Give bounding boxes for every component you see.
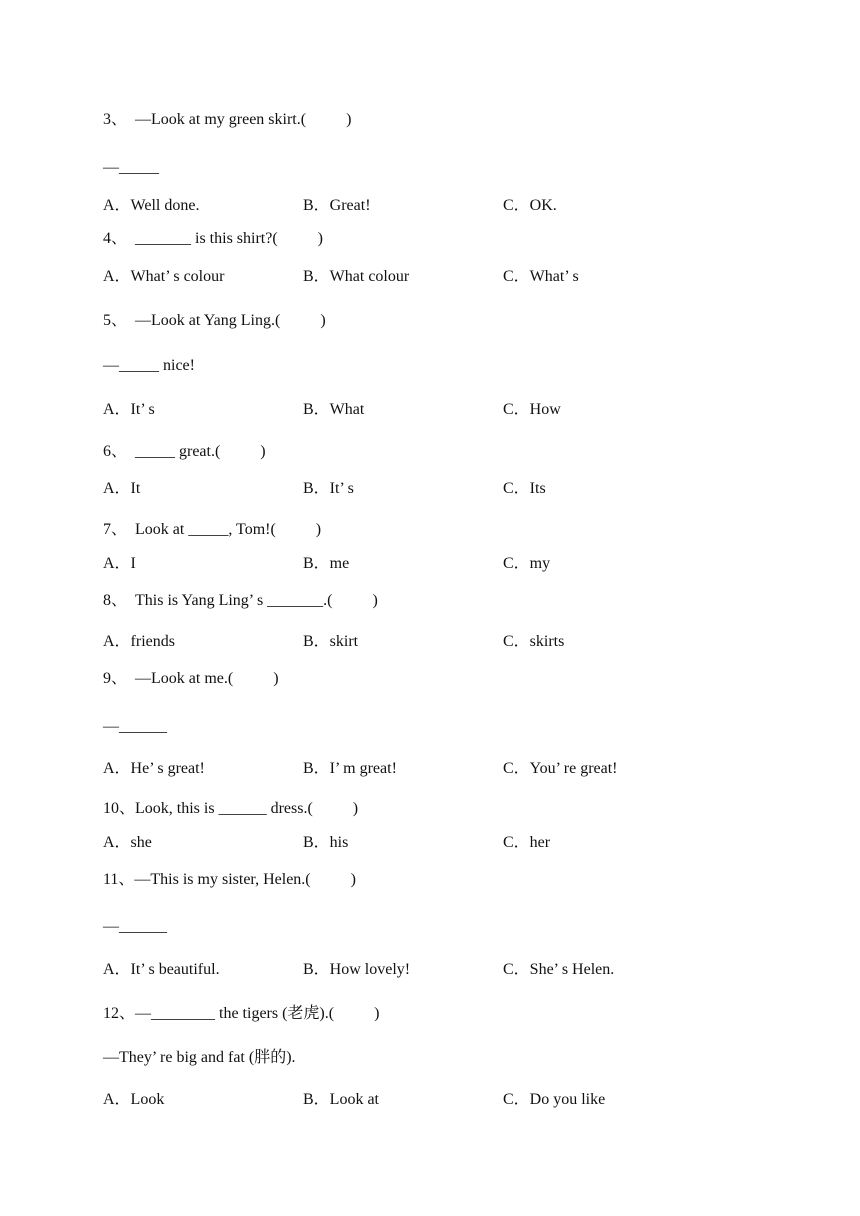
question-7-stem: 7、 Look at _____, Tom!( ) xyxy=(103,521,322,538)
question-5-answer-line: —_____ nice! xyxy=(103,357,195,374)
question-6-option-b[interactable]: B．It’ s xyxy=(303,480,354,497)
question-6-option-a[interactable]: A．It xyxy=(103,480,141,497)
question-10-option-c[interactable]: C．her xyxy=(503,834,551,851)
question-3-answer-line: —_____ xyxy=(103,159,159,176)
question-10-option-b[interactable]: B．his xyxy=(303,834,349,851)
question-4-option-c[interactable]: C．What’ s xyxy=(503,268,579,285)
question-10-stem: 10、Look, this is ______ dress.( ) xyxy=(103,800,359,817)
question-9-option-b[interactable]: B．I’ m great! xyxy=(303,760,397,777)
question-9-option-c[interactable]: C．You’ re great! xyxy=(503,760,618,777)
question-9-option-a[interactable]: A．He’ s great! xyxy=(103,760,205,777)
question-3-stem: 3、 —Look at my green skirt.( ) xyxy=(103,111,352,128)
question-3-option-c[interactable]: C．OK. xyxy=(503,197,557,214)
question-5-option-c[interactable]: C．How xyxy=(503,401,561,418)
question-7-option-c[interactable]: C．my xyxy=(503,555,551,572)
question-10-option-a[interactable]: A．she xyxy=(103,834,152,851)
question-11-stem: 11、—This is my sister, Helen.( ) xyxy=(103,871,356,888)
question-6-stem: 6、 _____ great.( ) xyxy=(103,443,266,460)
question-8-option-c[interactable]: C．skirts xyxy=(503,633,565,650)
question-4-option-b[interactable]: B．What colour xyxy=(303,268,410,285)
question-11-answer-line: —______ xyxy=(103,918,167,935)
question-12-stem: 12、—________ the tigers (老虎).( ) xyxy=(103,1005,380,1022)
question-9-stem: 9、 —Look at me.( ) xyxy=(103,670,279,687)
question-7-option-b[interactable]: B．me xyxy=(303,555,350,572)
question-8-option-a[interactable]: A．friends xyxy=(103,633,175,650)
question-12-option-a[interactable]: A．Look xyxy=(103,1091,165,1108)
question-4-stem: 4、 _______ is this shirt?( ) xyxy=(103,230,323,247)
question-7-option-a[interactable]: A．I xyxy=(103,555,136,572)
question-5-stem: 5、 —Look at Yang Ling.( ) xyxy=(103,312,326,329)
question-12-option-c[interactable]: C．Do you like xyxy=(503,1091,606,1108)
question-12-answer-line: —They’ re big and fat (胖的). xyxy=(103,1049,296,1066)
question-3-option-a[interactable]: A．Well done. xyxy=(103,197,200,214)
question-3-option-b[interactable]: B．Great! xyxy=(303,197,371,214)
question-9-answer-line: —______ xyxy=(103,718,167,735)
question-8-option-b[interactable]: B．skirt xyxy=(303,633,359,650)
question-4-option-a[interactable]: A．What’ s colour xyxy=(103,268,225,285)
question-6-option-c[interactable]: C．Its xyxy=(503,480,546,497)
question-12-option-b[interactable]: B．Look at xyxy=(303,1091,379,1108)
question-5-option-a[interactable]: A．It’ s xyxy=(103,401,155,418)
question-11-option-a[interactable]: A．It’ s beautiful. xyxy=(103,961,220,978)
question-11-option-b[interactable]: B．How lovely! xyxy=(303,961,411,978)
question-8-stem: 8、 This is Yang Ling’ s _______.( ) xyxy=(103,592,378,609)
question-5-option-b[interactable]: B．What xyxy=(303,401,365,418)
question-11-option-c[interactable]: C．She’ s Helen. xyxy=(503,961,615,978)
